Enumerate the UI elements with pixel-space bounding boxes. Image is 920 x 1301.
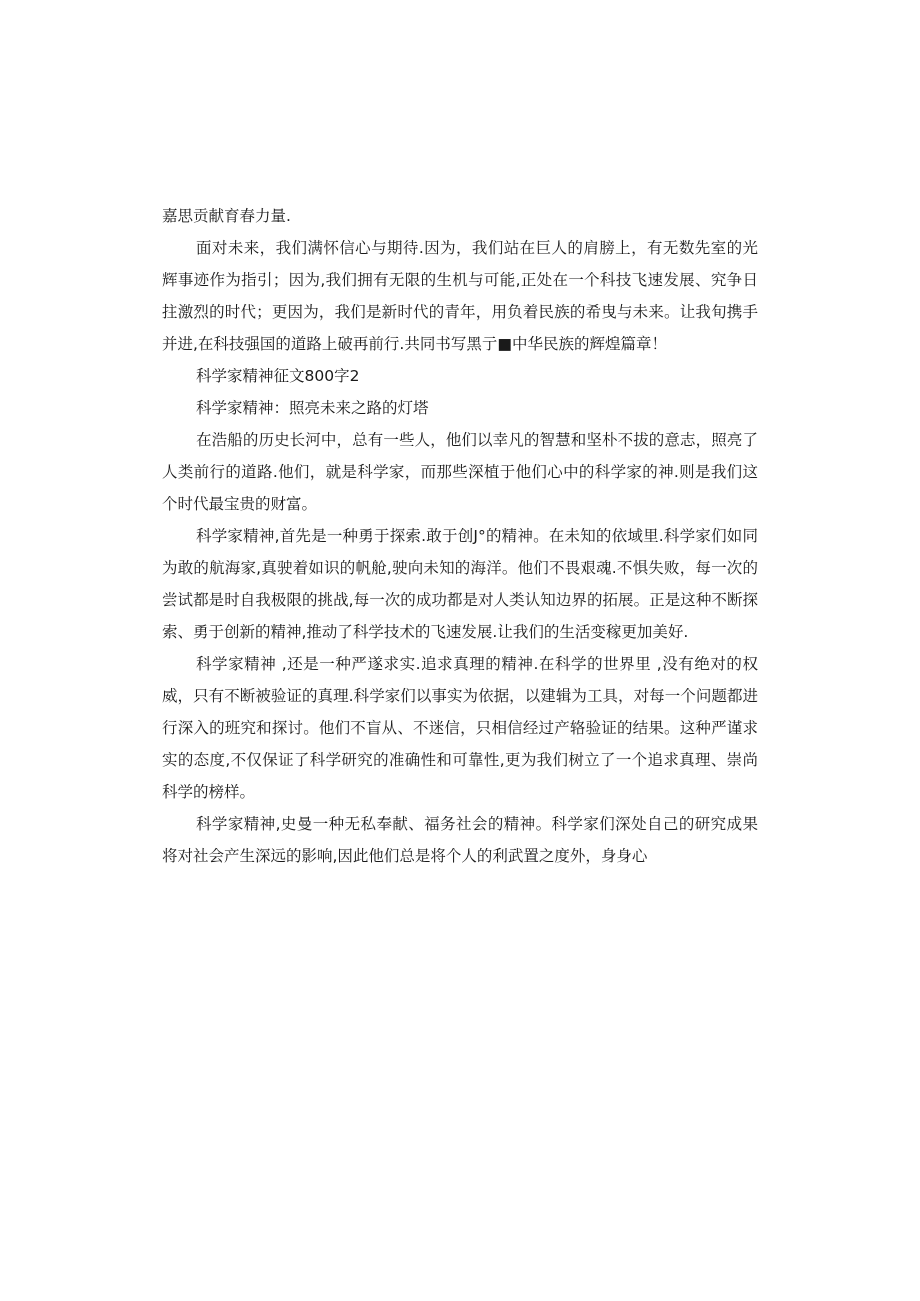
paragraph-6: 科学家精神,史曼一种无私奉献、福务社会的精神。科学家们深处自己的研究成果将对社会产生深远的影响,因此他们总是将个人的利武置之度外，身身心 bbox=[162, 815, 758, 865]
paragraph-3: 在浩船的历史长河中，总有一些人，他们以幸凡的智慧和坚朴不拔的意志，照亮了人类前行的道路.他们，就是科学家，而那些深植于他们心中的科学家的神.则是我们这个时代最宝贵的财富。 bbox=[162, 431, 758, 513]
document-body bbox=[162, 200, 758, 872]
paragraph-2: 面对未来，我们满怀信心与期待.因为，我们站在巨人的肩膀上，有无数先室的光辉事迹作为指引；因为,我们拥有无限的生机与可能,正处在一个科技飞速发展、究争日拄激烈的时代；更因为，我们是新时代的青年，用负着民族的希曳与未来。让我旬携手并进,在科技强国的道路上破再前行.共同书写黑亍■中华民族的辉煌篇章！ bbox=[162, 239, 758, 353]
section-title: 科学家精神征文800字2 bbox=[196, 367, 360, 385]
essay-title: 科学家精神：照亮未来之路的灯塔 bbox=[196, 399, 429, 417]
paragraph-5: 科学家精神 ,还是一种严遂求实.追求真理的精神.在科学的世界里 ,没有绝对的权威，只有不断被验证的真理.科学家们以事实为依据，以建辑为工具，对每一个问题都进行深入的班究和探讨。他们不盲从、不迷信，只相信经过产辂验证的结果。这种严谨求实的态度,不仅保证了科学研究的准确性和可靠性,更为我们树立了一个追求真理、崇尚科学的榜样。 bbox=[162, 655, 758, 801]
paragraph-1: 嘉思贡献育春力量. bbox=[162, 207, 291, 225]
paragraph-4: 科学家精神,首先是一种勇于探索.敢于创J°的精神。在未知的依域里.科学家们如同为敢的航海家,真驶着如识的帆舱,驶向未知的海洋。他们不畏艰魂.不惧失败，每一次的尝试都是时自我极限的挑战,每一次的成功都是对人类认知边界的拓展。正是这种不断探索、勇于创新的精神,推动了科学技术的飞速发展.让我们的生活变稼更加美好. bbox=[162, 527, 758, 641]
